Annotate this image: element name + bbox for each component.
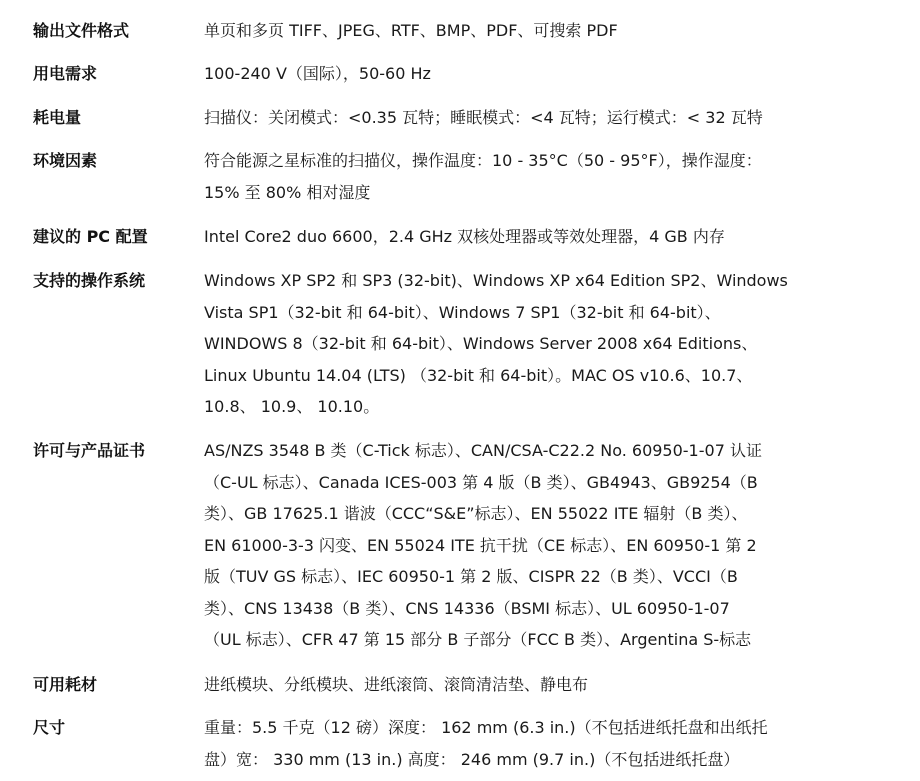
spec-value <box>204 145 894 208</box>
spec-value-line: EN 61000-3-3 闪变、EN 55024 ITE 抗干扰（CE 标志）、EN 60950-1 第 2 <box>204 535 757 555</box>
spec-value-line: 符合能源之星标准的扫描仪，操作温度：10 - 35°C（50 - 95°F），操作湿度： <box>204 151 762 170</box>
spec-value-line: 扫描仪：关闭模式：<0.35 瓦特；睡眠模式：<4 瓦特；运行模式：< 32 瓦特 <box>204 108 763 127</box>
spec-value <box>204 435 894 656</box>
spec-label: 环境因素 <box>33 151 98 170</box>
spec-value-line: 15% 至 80% 相对湿度 <box>204 182 371 202</box>
spec-value <box>204 265 894 423</box>
spec-value <box>204 102 894 134</box>
spec-label: 尺寸 <box>33 718 66 737</box>
spec-value-line: 类）、GB 17625.1 谐波（CCC“S&E”标志）、EN 55022 ITE 辐射（B 类）、 <box>204 504 748 523</box>
spec-value-line: 100-240 V（国际），50-60 Hz <box>204 64 431 83</box>
spec-value-line: 盘）宽： 330 mm (13 in.) 高度： 246 mm (9.7 in.)（不包括进纸托盘） <box>204 749 740 769</box>
spec-value-line: （C-UL 标志）、Canada ICES-003 第 4 版（B 类）、GB4943、GB9254（B <box>204 472 758 492</box>
spec-value <box>204 15 894 47</box>
spec-value-line: 10.8、 10.9、 10.10。 <box>204 397 380 416</box>
spec-value-line: Windows XP SP2 和 SP3 (32-bit)、Windows XP x64 Edition SP2、Windows <box>204 271 788 290</box>
spec-value-line: 重量：5.5 千克（12 磅）深度： 162 mm (6.3 in.)（不包括进纸托盘和出纸托 <box>204 718 768 737</box>
spec-label: 支持的操作系统 <box>33 271 146 290</box>
spec-value-line: 类）、CNS 13438（B 类）、CNS 14336（BSMI 标志）、UL 60950-1-07 <box>204 598 730 618</box>
spec-value-line: （UL 标志）、CFR 47 第 15 部分 B 子部分（FCC B 类）、Argentina S-标志 <box>204 630 752 649</box>
spec-value <box>204 712 894 775</box>
spec-value-line: Linux Ubuntu 14.04 (LTS) （32-bit 和 64-bit）。MAC OS v10.6、10.7、 <box>204 365 753 385</box>
spec-label: 可用耗材 <box>33 675 98 694</box>
spec-value-line: 进纸模块、分纸模块、进纸滚筒、滚筒清洁垫、静电布 <box>204 675 589 694</box>
spec-label: 输出文件格式 <box>33 21 130 40</box>
spec-value <box>204 58 894 90</box>
spec-value-line: Vista SP1（32-bit 和 64-bit）、Windows 7 SP1（32-bit 和 64-bit）、 <box>204 302 721 322</box>
spec-value-line: 单页和多页 TIFF、JPEG、RTF、BMP、PDF、可搜索 PDF <box>204 21 618 40</box>
spec-label: 耗电量 <box>33 108 82 127</box>
spec-value <box>204 669 894 701</box>
spec-value-line: Intel Core2 duo 6600，2.4 GHz 双核处理器或等效处理器，4 GB 内存 <box>204 227 725 246</box>
spec-label: 建议的 PC 配置 <box>33 227 148 246</box>
spec-value-line: AS/NZS 3548 B 类（C-Tick 标志）、CAN/CSA-C22.2 No. 60950-1-07 认证 <box>204 441 762 460</box>
spec-value-line: 版（TUV GS 标志）、IEC 60950-1 第 2 版、CISPR 22（B 类）、VCCI（B <box>204 567 738 586</box>
spec-label: 用电需求 <box>33 64 98 83</box>
spec-label: 许可与产品证书 <box>33 441 146 460</box>
spec-value <box>204 221 894 253</box>
spec-value-line: WINDOWS 8（32-bit 和 64-bit）、Windows Server 2008 x64 Editions、 <box>204 334 758 353</box>
